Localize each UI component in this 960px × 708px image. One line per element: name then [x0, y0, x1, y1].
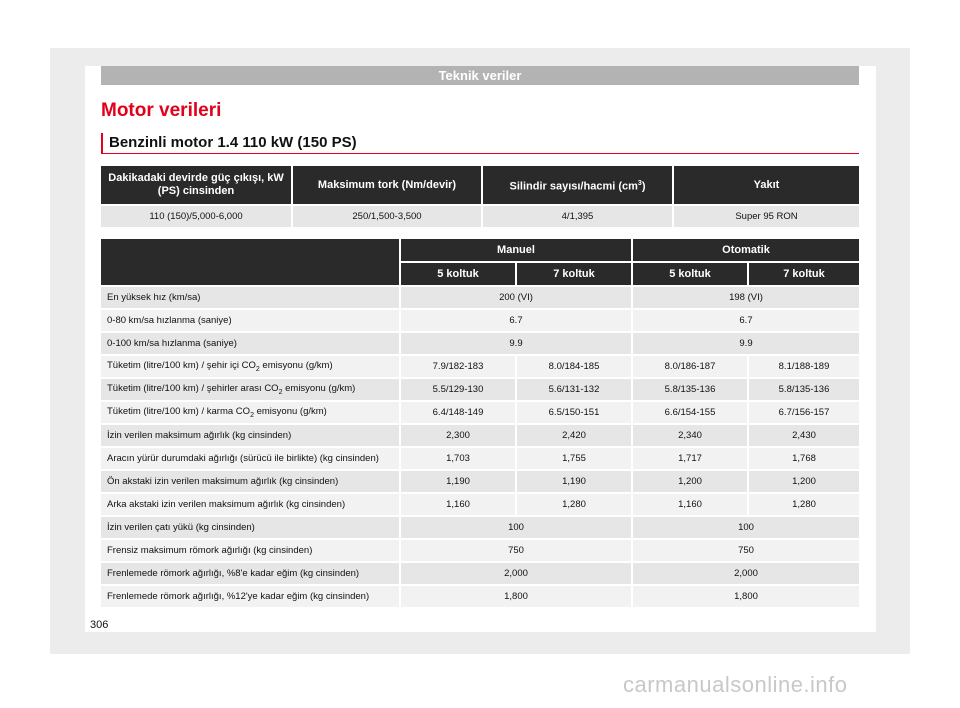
row-value-manual: 1,800	[401, 586, 631, 607]
row-value: 5.8/135-136	[749, 379, 859, 400]
row-value: 6.5/150-151	[517, 402, 631, 423]
row-label-part: Tüketim (litre/100 km) / şehir içi CO	[107, 360, 256, 372]
row-value-auto: 198 (VI)	[633, 287, 859, 308]
row-value: 2,430	[749, 425, 859, 446]
table-row	[101, 333, 859, 354]
row-label: Frensiz maksimum römork ağırlığı (kg cinsinden)	[101, 540, 399, 561]
row-label-part: emisyonu (g/km)	[282, 383, 356, 395]
row-value-manual: 9.9	[401, 333, 631, 354]
spec-header-fuel: Yakıt	[674, 166, 859, 204]
row-value-manual: 100	[401, 517, 631, 538]
spec-header-cylinders	[483, 166, 672, 204]
row-value-manual: 200 (VI)	[401, 287, 631, 308]
perf-subheader: 5 koltuk	[401, 263, 515, 285]
spec-value-torque: 250/1,500-3,500	[293, 206, 481, 227]
perf-subheader: 7 koltuk	[517, 263, 631, 285]
row-label-part: emisyonu (g/km)	[259, 360, 333, 372]
row-value: 1,755	[517, 448, 631, 469]
row-value: 5.8/135-136	[633, 379, 747, 400]
row-label-part: emisyonu (g/km)	[253, 406, 327, 418]
row-value: 1,200	[633, 471, 747, 492]
table-row	[101, 586, 859, 607]
table-row	[101, 540, 859, 561]
row-value: 6.6/154-155	[633, 402, 747, 423]
spec-header-row	[101, 166, 859, 204]
row-value-auto: 1,800	[633, 586, 859, 607]
row-value: 1,280	[749, 494, 859, 515]
row-label-part: 2	[278, 388, 283, 396]
spec-header-power: Dakikadaki devirde güç çıkışı, kW (PS) cinsinden	[101, 166, 291, 204]
table-row	[101, 563, 859, 584]
row-value-auto: 100	[633, 517, 859, 538]
page-number: 306	[90, 619, 109, 631]
row-value: 1,200	[749, 471, 859, 492]
perf-corner-cell	[101, 239, 399, 285]
row-label: Frenlemede römork ağırlığı, %8'e kadar eğim (kg cinsinden)	[101, 563, 399, 584]
row-label	[101, 379, 399, 400]
perf-group-manual: Manuel	[401, 239, 631, 261]
row-label: İzin verilen maksimum ağırlık (kg cinsinden)	[101, 425, 399, 446]
table-row	[101, 517, 859, 538]
row-value: 5.6/131-132	[517, 379, 631, 400]
row-value: 2,420	[517, 425, 631, 446]
table-row	[101, 471, 859, 492]
row-value: 1,768	[749, 448, 859, 469]
row-value-auto: 9.9	[633, 333, 859, 354]
spec-header-cylinders-close: )	[641, 180, 646, 193]
table-row	[101, 402, 859, 423]
row-value: 7.9/182-183	[401, 356, 515, 377]
perf-body	[101, 287, 859, 607]
row-value: 8.1/188-189	[749, 356, 859, 377]
row-label: Arka akstaki izin verilen maksimum ağırlık (kg cinsinden)	[101, 494, 399, 515]
row-value-auto: 2,000	[633, 563, 859, 584]
spec-value-power: 110 (150)/5,000-6,000	[101, 206, 291, 227]
perf-group-row	[101, 239, 859, 261]
row-value: 8.0/184-185	[517, 356, 631, 377]
row-value-auto: 750	[633, 540, 859, 561]
row-value: 1,190	[401, 471, 515, 492]
row-value: 2,340	[633, 425, 747, 446]
table-row	[101, 310, 859, 331]
row-value: 1,160	[401, 494, 515, 515]
row-label: İzin verilen çatı yükü (kg cinsinden)	[101, 517, 399, 538]
row-label-part: Tüketim (litre/100 km) / şehirler arası CO	[107, 383, 279, 395]
spec-header-cylinders-text: Silindir sayısı/hacmi (cm	[509, 180, 638, 193]
spec-header-torque: Maksimum tork (Nm/devir)	[293, 166, 481, 204]
spec-value-fuel: Super 95 RON	[674, 206, 859, 227]
watermark: carmanualsonline.info	[623, 672, 848, 697]
row-label: Ön akstaki izin verilen maksimum ağırlık (kg cinsinden)	[101, 471, 399, 492]
spec-header-cylinders-sup: 3	[637, 179, 642, 187]
table-row	[101, 379, 859, 400]
row-value: 1,717	[633, 448, 747, 469]
perf-subheader: 5 koltuk	[633, 263, 747, 285]
row-label: Aracın yürür durumdaki ağırlığı (sürücü ile birlikte) (kg cinsinden)	[101, 448, 399, 469]
spec-value-row	[101, 206, 859, 227]
row-label	[101, 402, 399, 423]
table-row	[101, 494, 859, 515]
spec-table	[99, 164, 861, 229]
row-value: 1,703	[401, 448, 515, 469]
row-value-manual: 2,000	[401, 563, 631, 584]
row-value: 1,190	[517, 471, 631, 492]
perf-group-auto: Otomatik	[633, 239, 859, 261]
engine-title: Benzinli motor 1.4 110 kW (150 PS)	[101, 133, 859, 154]
performance-table	[99, 237, 861, 609]
chapter-title: Motor verileri	[101, 100, 222, 121]
row-label: 0-100 km/sa hızlanma (saniye)	[101, 333, 399, 354]
row-value: 6.4/148-149	[401, 402, 515, 423]
row-label: Frenlemede römork ağırlığı, %12'ye kadar eğim (kg cinsinden)	[101, 586, 399, 607]
row-value: 2,300	[401, 425, 515, 446]
row-value: 1,160	[633, 494, 747, 515]
table-row	[101, 356, 859, 377]
row-label: En yüksek hız (km/sa)	[101, 287, 399, 308]
row-value: 8.0/186-187	[633, 356, 747, 377]
row-value: 6.7/156-157	[749, 402, 859, 423]
row-value-auto: 6.7	[633, 310, 859, 331]
row-label-part: 2	[250, 411, 254, 419]
row-value: 1,280	[517, 494, 631, 515]
row-label-part: Tüketim (litre/100 km) / karma CO	[107, 406, 251, 418]
row-label: 0-80 km/sa hızlanma (saniye)	[101, 310, 399, 331]
table-row	[101, 287, 859, 308]
row-label	[101, 356, 399, 377]
row-value-manual: 750	[401, 540, 631, 561]
perf-subheader: 7 koltuk	[749, 263, 859, 285]
table-row	[101, 425, 859, 446]
section-header: Teknik veriler	[101, 66, 859, 85]
row-label-part: 2	[255, 365, 260, 373]
table-row	[101, 448, 859, 469]
row-value-manual: 6.7	[401, 310, 631, 331]
row-value: 5.5/129-130	[401, 379, 515, 400]
spec-value-cylinders: 4/1,395	[483, 206, 672, 227]
